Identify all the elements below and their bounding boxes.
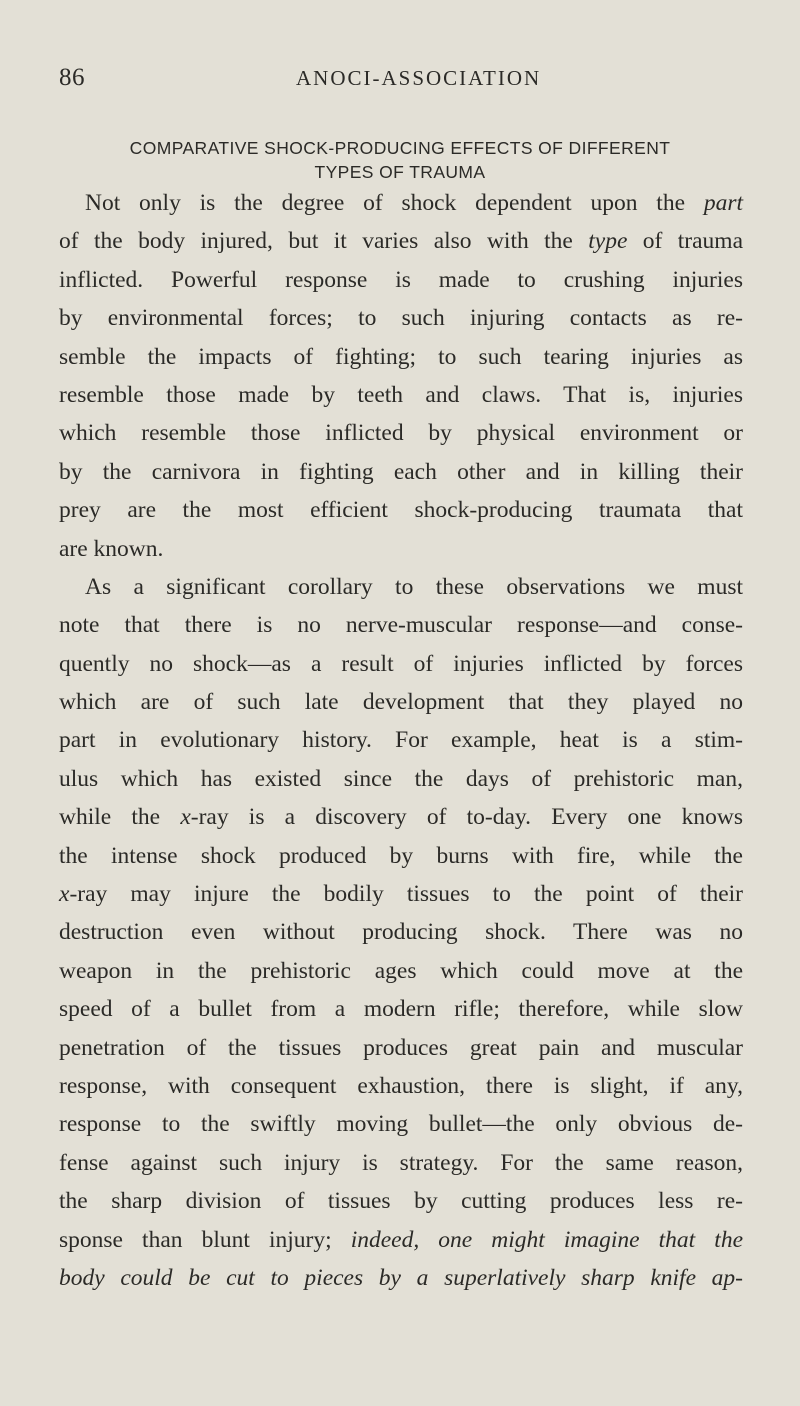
text-line: weapon in the prehistoric ages which could move at the [59, 957, 743, 984]
text-line: the intense shock produced by burns with fire, while the [59, 842, 743, 869]
text-line: body could be cut to pieces by a superlatively sharp knife ap- [59, 1264, 743, 1291]
text-line: are known. [59, 535, 164, 562]
text-line: note that there is no nerve-muscular response—and conse- [59, 612, 743, 639]
section-heading-line: COMPARATIVE SHOCK-PRODUCING EFFECTS OF DIFFERENT [129, 138, 671, 158]
text-line: response, with consequent exhaustion, there is slight, if any, [59, 1072, 743, 1099]
text-line: ulus which has existed since the days of prehistoric man, [59, 765, 743, 792]
text-line: by environmental forces; to such injuring contacts as re- [59, 305, 743, 332]
text-line: inflicted. Powerful response is made to crushing injuries [59, 266, 743, 293]
text-line: speed of a bullet from a modern rifle; therefore, while slow [59, 996, 743, 1023]
text-line: semble the impacts of fighting; to such tearing injuries as [59, 343, 743, 370]
text-line: sponse than blunt injury; indeed, one might imagine that the [59, 1226, 743, 1253]
text-line: quently no shock—as a result of injuries inflicted by forces [59, 650, 743, 677]
text-line: Not only is the degree of shock dependent upon the part [85, 190, 743, 216]
section-heading [60, 136, 740, 184]
text-line: destruction even without producing shock. There was no [59, 919, 743, 946]
page-header [0, 64, 800, 104]
text-line: part in evolutionary history. For example, heat is a stim- [59, 727, 743, 754]
section-heading-line: TYPES OF TRAUMA [314, 162, 486, 182]
body-text [59, 184, 743, 1297]
running-head: ANOCI-ASSOCIATION [296, 66, 542, 90]
text-line: by the carnivora in fighting each other and in killing their [59, 458, 743, 485]
text-line: fense against such injury is strategy. For the same reason, [59, 1149, 743, 1176]
text-line: of the body injured, but it varies also with the type of trauma [59, 228, 744, 255]
text-line: penetration of the tissues produces great pain and muscular [59, 1034, 743, 1061]
text-line: x-ray may injure the bodily tissues to the point of their [59, 881, 743, 908]
text-line: response to the swiftly moving bullet—the only obvious de- [59, 1111, 743, 1138]
text-line: which are of such late development that they played no [59, 689, 743, 716]
page-number: 86 [59, 64, 85, 91]
text-line: As a significant corollary to these observations we must [85, 573, 743, 600]
text-line: the sharp division of tissues by cutting produces less re- [59, 1188, 743, 1215]
text-line: resemble those made by teeth and claws. That is, injuries [59, 381, 743, 408]
text-line: prey are the most efficient shock-producing traumata that [59, 497, 743, 524]
text-line: while the x-ray is a discovery of to-day. Every one knows [59, 804, 744, 831]
text-line: which resemble those inflicted by physical environment or [59, 420, 743, 447]
